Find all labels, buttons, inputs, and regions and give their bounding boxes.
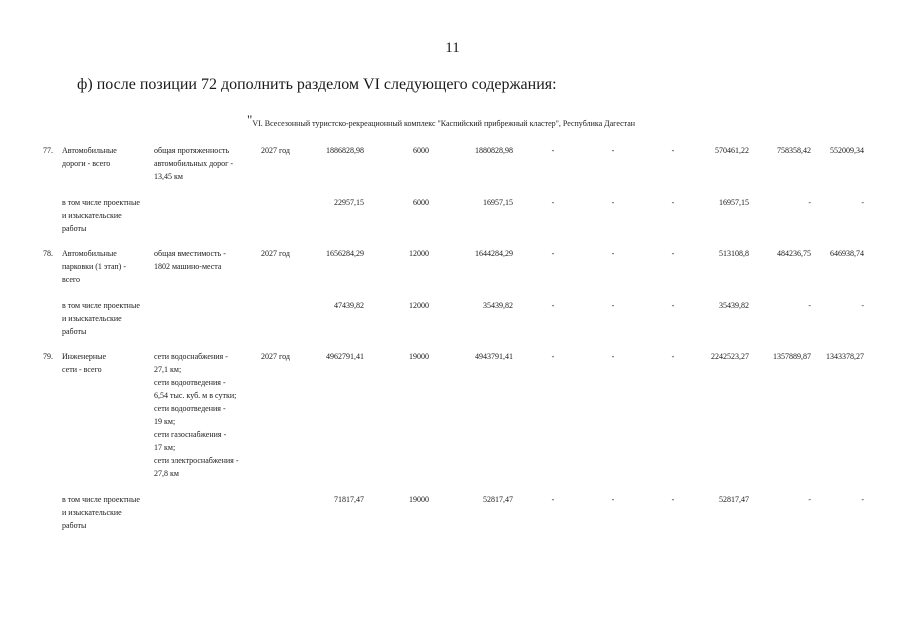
cost-col-4: - [551,352,555,361]
section-title-text: VI. Всесезонный туристско-рекреационный комплекс "Каспийский прибрежный кластер", Республика Дагестан [252,119,636,128]
cost-col-5: - [611,249,615,258]
object-name-line: Автомобильные [62,249,117,258]
cost-col-3: 1644284,29 [475,249,513,258]
amendment-heading: ф) после позиции 72 дополнить разделом VI следующего содержания: [77,76,557,93]
cost-col-8: 758358,42 [777,146,811,155]
cost-col-4: - [551,495,555,504]
characteristics-line: 27,1 км; [154,365,182,374]
cost-col-7: 52817,47 [719,495,749,504]
object-name-line: Автомобильные [62,146,117,155]
cost-col-7: 35439,82 [719,301,749,310]
cost-col-9: - [861,495,864,504]
cost-col-3: 16957,15 [483,198,513,207]
object-characteristics [154,247,254,273]
cost-col-2: 12000 [409,301,429,310]
object-characteristics [154,350,254,480]
object-name-line: и изыскательские [62,211,122,220]
characteristics-line: сети водоотведения - [154,378,226,387]
row-number: 79. [43,352,53,361]
total-cost: 47439,82 [334,301,364,310]
cost-col-6: - [671,352,675,361]
object-name [62,493,154,532]
cost-col-8: - [808,495,811,504]
characteristics-line: 1802 машино-места [154,262,222,271]
cost-col-8: 484236,75 [777,249,811,258]
cost-col-5: - [611,301,615,310]
object-name [62,299,154,338]
cost-col-5: - [611,146,615,155]
object-name-line: работы [62,521,87,530]
cost-col-7: 570461,22 [715,146,749,155]
object-name [62,144,154,170]
cost-col-4: - [551,249,555,258]
completion-year: 2027 год [261,249,290,258]
cost-col-7: 16957,15 [719,198,749,207]
total-cost: 1886828,98 [326,146,364,155]
object-name-line: всего [62,275,81,284]
total-cost: 22957,15 [334,198,364,207]
cost-col-9: - [861,198,864,207]
cost-col-4: - [551,198,555,207]
cost-col-4: - [551,301,555,310]
cost-col-5: - [611,495,615,504]
characteristics-line: 19 км; [154,417,176,426]
cost-col-3: 35439,82 [483,301,513,310]
row-number: 78. [43,249,53,258]
object-name-line: парковки (1 этап) - [62,262,127,271]
characteristics-line: сети электроснабжения - [154,456,239,465]
characteristics-line: общая протяженность [154,146,230,155]
cost-col-8: - [808,198,811,207]
object-name-line: Инженерные [62,352,107,361]
cost-col-7: 513108,8 [719,249,749,258]
cost-col-9: 1343378,27 [826,352,864,361]
characteristics-line: общая вместимость - [154,249,226,258]
cost-col-9: 552009,34 [830,146,864,155]
cost-col-2: 6000 [413,198,429,207]
cost-col-2: 19000 [409,495,429,504]
characteristics-line: 6,54 тыс. куб. м в сутки; [154,391,237,400]
cost-col-6: - [671,495,675,504]
cost-col-5: - [611,198,615,207]
cost-col-8: - [808,301,811,310]
object-name [62,247,154,286]
object-name-line: работы [62,224,87,233]
cost-col-5: - [611,352,615,361]
total-cost: 1656284,29 [326,249,364,258]
object-name-line: и изыскательские [62,508,122,517]
object-name-line: дороги - всего [62,159,111,168]
cost-col-2: 12000 [409,249,429,258]
total-cost: 71817,47 [334,495,364,504]
cost-col-2: 6000 [413,146,429,155]
characteristics-line: 27,8 км [154,469,179,478]
cost-col-6: - [671,198,675,207]
object-name-line: сети - всего [62,365,102,374]
cost-col-9: - [861,301,864,310]
characteristics-line: 17 км; [154,443,176,452]
cost-col-4: - [551,146,555,155]
cost-col-3: 4943791,41 [475,352,513,361]
object-name-line: работы [62,327,87,336]
completion-year: 2027 год [261,146,290,155]
cost-col-6: - [671,301,675,310]
characteristics-line: 13,45 км [154,172,183,181]
cost-col-6: - [671,249,675,258]
characteristics-line: сети водоотведения - [154,404,226,413]
cost-col-8: 1357889,87 [773,352,811,361]
characteristics-line: автомобильных дорог - [154,159,234,168]
object-name [62,196,154,235]
page-number: 11 [445,40,460,56]
object-name-line: в том числе проектные [62,495,140,504]
completion-year: 2027 год [261,352,290,361]
object-name [62,350,154,376]
cost-col-9: 646938,74 [830,249,864,258]
cost-col-2: 19000 [409,352,429,361]
cost-col-3: 52817,47 [483,495,513,504]
cost-col-7: 2242523,27 [711,352,749,361]
section-title [247,112,635,128]
object-characteristics [154,144,254,183]
characteristics-line: сети водоснабжения - [154,352,228,361]
row-number: 77. [43,146,53,155]
cost-col-3: 1880828,98 [475,146,513,155]
object-name-line: в том числе проектные [62,301,140,310]
opening-quote: " [247,112,253,127]
characteristics-line: сети газоснабжения - [154,430,227,439]
total-cost: 4962791,41 [326,352,364,361]
cost-col-6: - [671,146,675,155]
object-name-line: и изыскательские [62,314,122,323]
object-name-line: в том числе проектные [62,198,140,207]
